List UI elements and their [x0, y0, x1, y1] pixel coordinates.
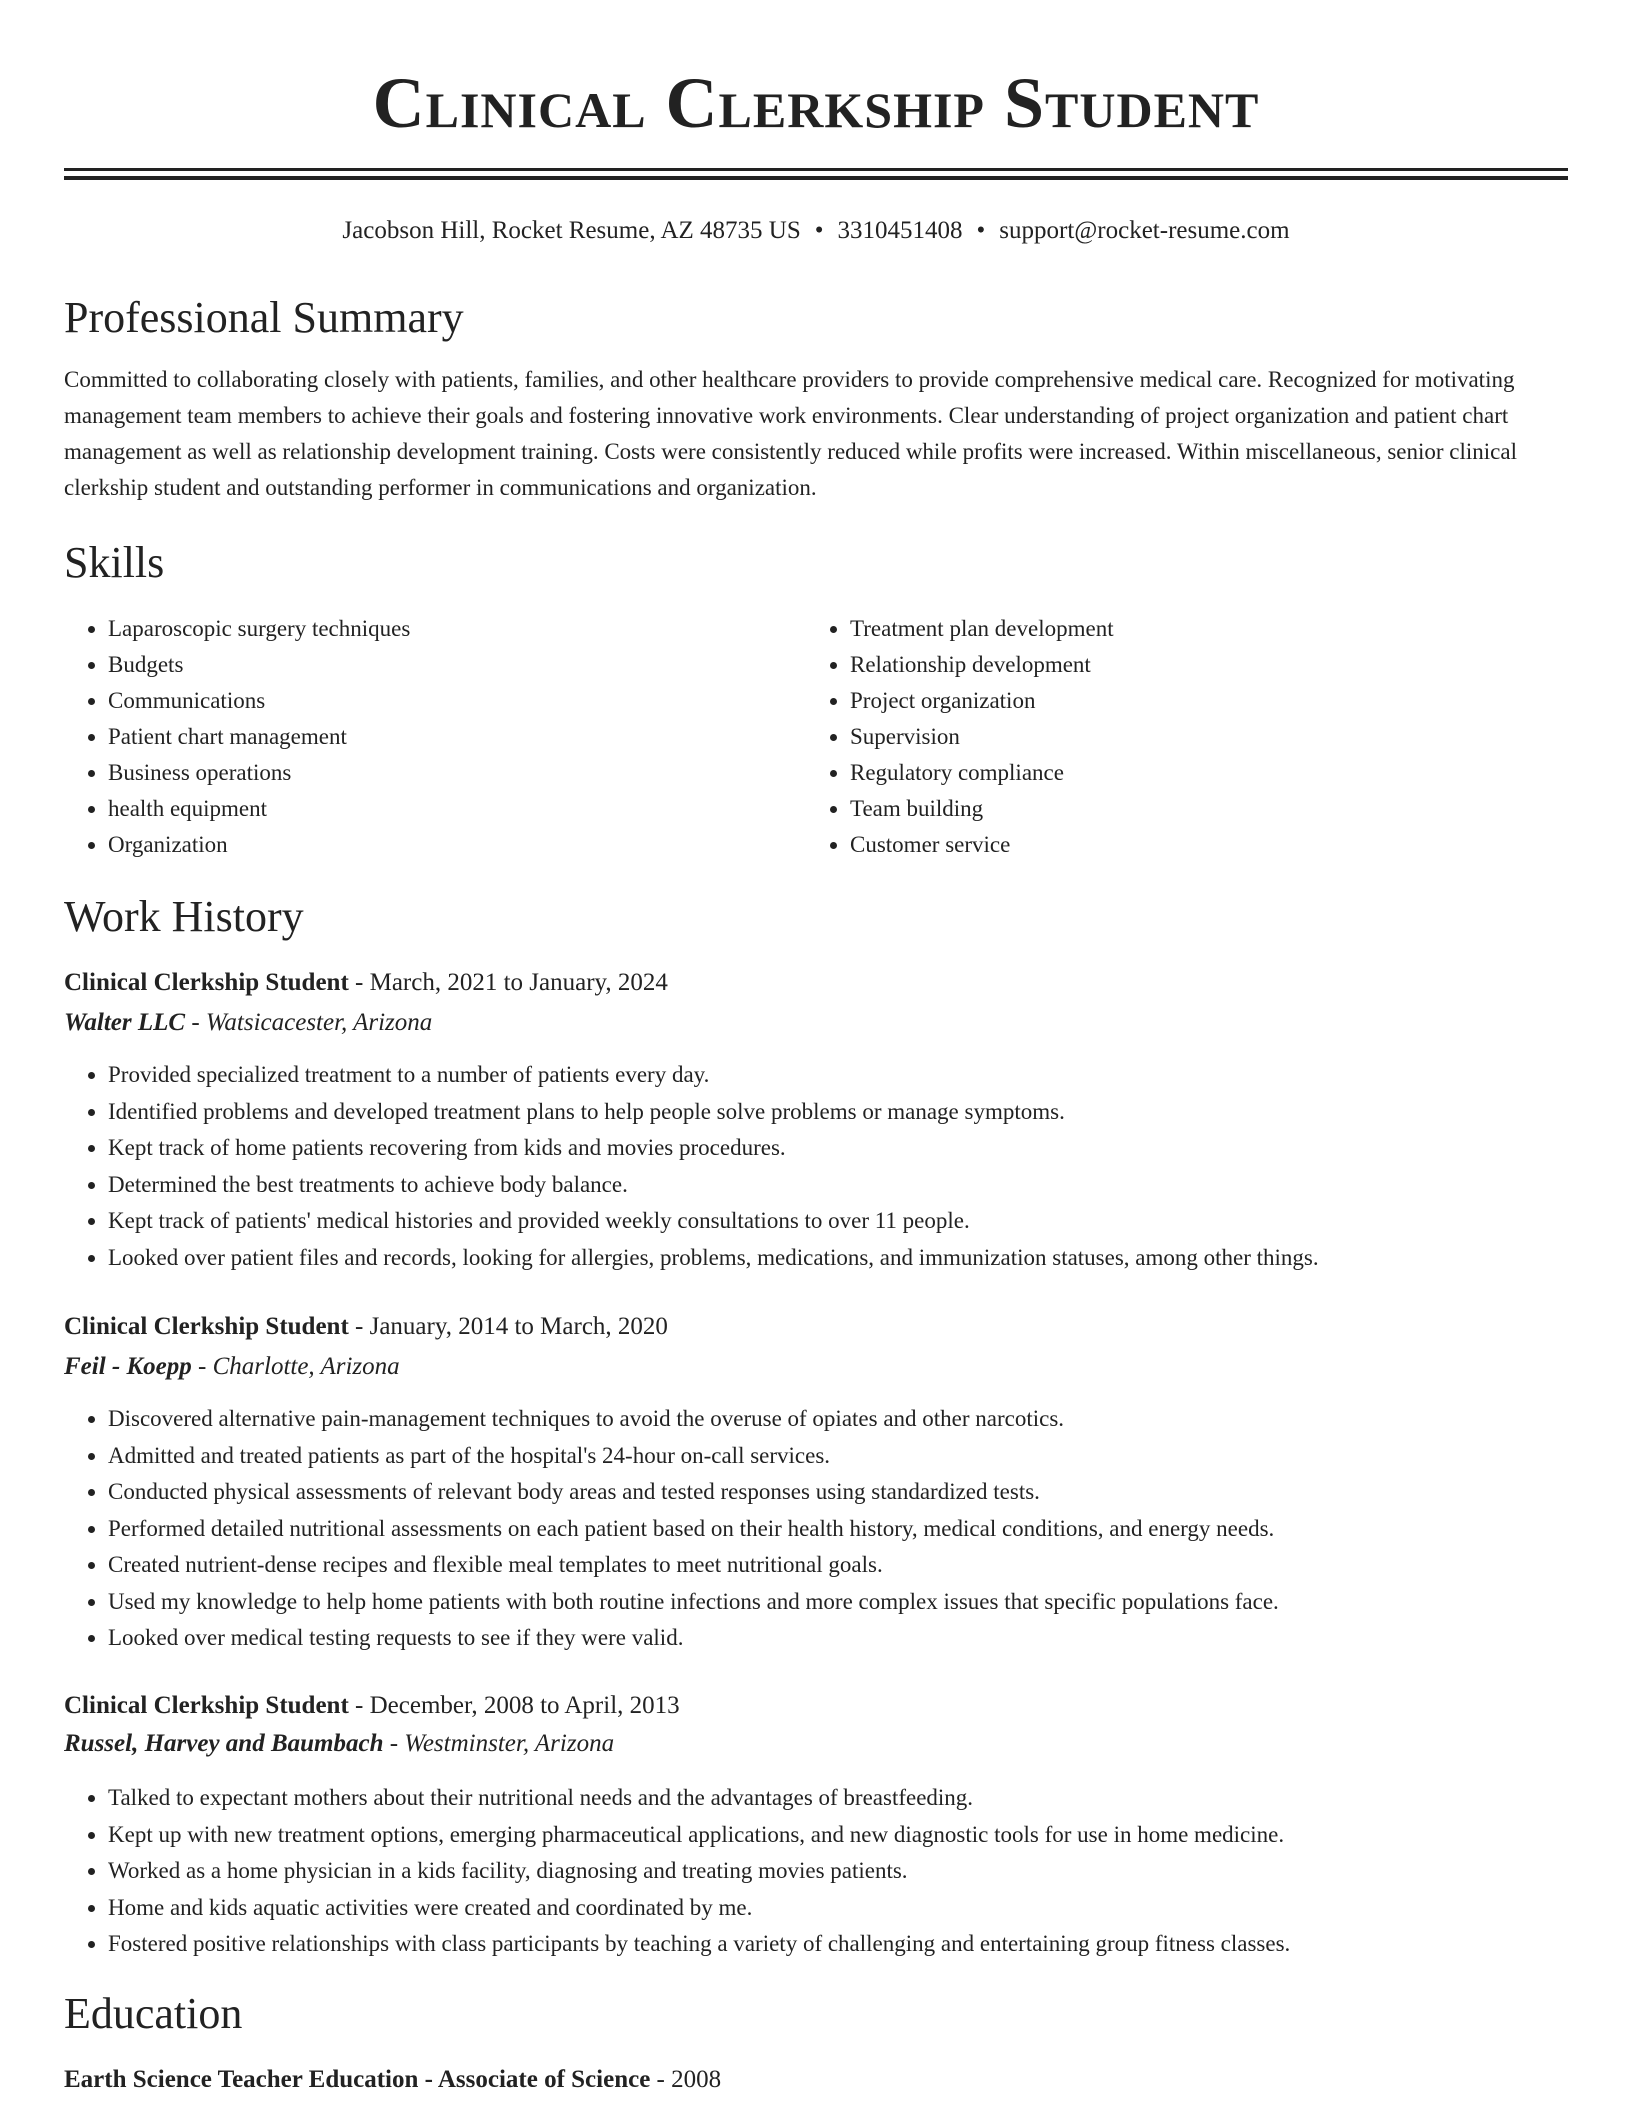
skill-item: • Budgets	[108, 647, 788, 683]
resume-name-title: Clinical Clerkship Student	[372, 63, 1260, 143]
job-company-line	[64, 1005, 432, 1041]
job-duties-list	[64, 1780, 1608, 1963]
title-rule-top	[64, 168, 1568, 171]
skill-item: • health equipment	[108, 791, 788, 827]
job-company-line	[64, 1349, 400, 1385]
section-heading-summary: Professional Summary	[64, 293, 464, 342]
skill-item: • Business operations	[108, 755, 788, 791]
skills-list-left	[64, 611, 788, 863]
job-duty-item: • Looked over medical testing requests to see if they were valid.	[108, 1620, 1608, 1657]
skill-item: • Customer service	[850, 827, 1590, 863]
job-title: Clinical Clerkship Student	[64, 1692, 349, 1719]
job-duty-item: • Kept track of home patients recovering from kids and movies procedures.	[108, 1130, 1608, 1167]
job-duty-item: • Worked as a home physician in a kids facility, diagnosing and treating movies patients.	[108, 1853, 1608, 1890]
section-heading-education: Education	[64, 1989, 243, 2038]
skill-item: • Project organization	[850, 683, 1590, 719]
education-entry	[64, 2062, 721, 2098]
skill-item: • Supervision	[850, 719, 1590, 755]
job-duties-list	[64, 1401, 1608, 1657]
skill-item: • Communications	[108, 683, 788, 719]
education-year: - 2008	[656, 2066, 722, 2093]
job-company-line	[64, 1726, 614, 1762]
company-name: Russel, Harvey and Baumbach	[64, 1730, 384, 1757]
contact-phone: 3310451408	[837, 217, 963, 244]
skills-list-right	[806, 611, 1590, 863]
contact-address: Jacobson Hill, Rocket Resume, AZ 48735 US	[342, 217, 801, 244]
job-title: Clinical Clerkship Student	[64, 969, 349, 996]
job-duty-item: • Fostered positive relationships with class participants by teaching a variety of challenging and entertaining group fitness classes.	[108, 1926, 1608, 1963]
job-dates: - December, 2008 to April, 2013	[355, 1692, 680, 1719]
job-dates: - March, 2021 to January, 2024	[355, 969, 668, 996]
job-duty-item: • Used my knowledge to help home patients with both routine infections and more complex issues that specific populations face.	[108, 1584, 1608, 1621]
job-title-line	[64, 1688, 680, 1724]
skill-item: • Regulatory compliance	[850, 755, 1590, 791]
company-location: - Westminster, Arizona	[389, 1730, 615, 1757]
job-duty-item: • Talked to expectant mothers about their nutritional needs and the advantages of breastfeeding.	[108, 1780, 1608, 1817]
job-duty-item: • Home and kids aquatic activities were created and coordinated by me.	[108, 1890, 1608, 1927]
job-dates: - January, 2014 to March, 2020	[355, 1313, 668, 1340]
job-title: Clinical Clerkship Student	[64, 1313, 349, 1340]
title-rule-bottom	[64, 176, 1568, 180]
skill-item: • Treatment plan development	[850, 611, 1590, 647]
job-duty-item: • Kept up with new treatment options, emerging pharmaceutical applications, and new diagnostic tools for use in home medicine.	[108, 1817, 1608, 1854]
section-heading-work-history: Work History	[64, 892, 304, 941]
job-duty-item: • Performed detailed nutritional assessments on each patient based on their health history, medical conditions, and energy needs.	[108, 1511, 1608, 1548]
job-duty-item: • Determined the best treatments to achieve body balance.	[108, 1167, 1608, 1204]
skill-item: • Team building	[850, 791, 1590, 827]
company-location: - Watsicacester, Arizona	[191, 1009, 433, 1036]
company-name: Walter LLC	[64, 1009, 186, 1036]
section-heading-skills: Skills	[64, 538, 165, 587]
skill-item: • Organization	[108, 827, 788, 863]
job-duty-item: • Kept track of patients' medical histories and provided weekly consultations to over 11 people.	[108, 1203, 1608, 1240]
company-name: Feil - Koepp	[64, 1353, 192, 1380]
skill-item: • Patient chart management	[108, 719, 788, 755]
company-location: - Charlotte, Arizona	[198, 1353, 400, 1380]
contact-line	[0, 213, 1632, 249]
job-duty-item: • Conducted physical assessments of relevant body areas and tested responses using standardized tests.	[108, 1474, 1608, 1511]
skill-item: • Relationship development	[850, 647, 1590, 683]
contact-email: support@rocket-resume.com	[999, 217, 1290, 244]
job-duty-item: • Admitted and treated patients as part of the hospital's 24-hour on-call services.	[108, 1438, 1608, 1475]
education-degree: Earth Science Teacher Education - Associate of Science	[64, 2066, 651, 2093]
job-duties-list	[64, 1057, 1608, 1276]
skill-item: • Laparoscopic surgery techniques	[108, 611, 788, 647]
job-duty-item: • Identified problems and developed treatment plans to help people solve problems or manage symptoms.	[108, 1094, 1608, 1131]
contact-separator: •	[814, 217, 824, 244]
job-duty-item: • Created nutrient-dense recipes and flexible meal templates to meet nutritional goals.	[108, 1547, 1608, 1584]
job-duty-item: • Discovered alternative pain-management techniques to avoid the overuse of opiates and other narcotics.	[108, 1401, 1608, 1438]
job-duty-item: • Provided specialized treatment to a number of patients every day.	[108, 1057, 1608, 1094]
contact-separator: •	[976, 217, 986, 244]
summary-text: Committed to collaborating closely with patients, families, and other healthcare providers to provide comprehensive medical care. Recognized for motivating management team members to achieve their goals and fostering innovative work environments. Clear understanding of project organization and patient chart management as well as relationship development training. Costs were consistently reduced while profits were increased. Within miscellaneous, senior clinical clerkship student and outstanding performer in communications and organization.	[64, 367, 1517, 500]
job-title-line	[64, 965, 668, 1001]
job-duty-item: • Looked over patient files and records, looking for allergies, problems, medications, and immunization statuses, among other things.	[108, 1240, 1608, 1277]
job-title-line	[64, 1309, 668, 1345]
